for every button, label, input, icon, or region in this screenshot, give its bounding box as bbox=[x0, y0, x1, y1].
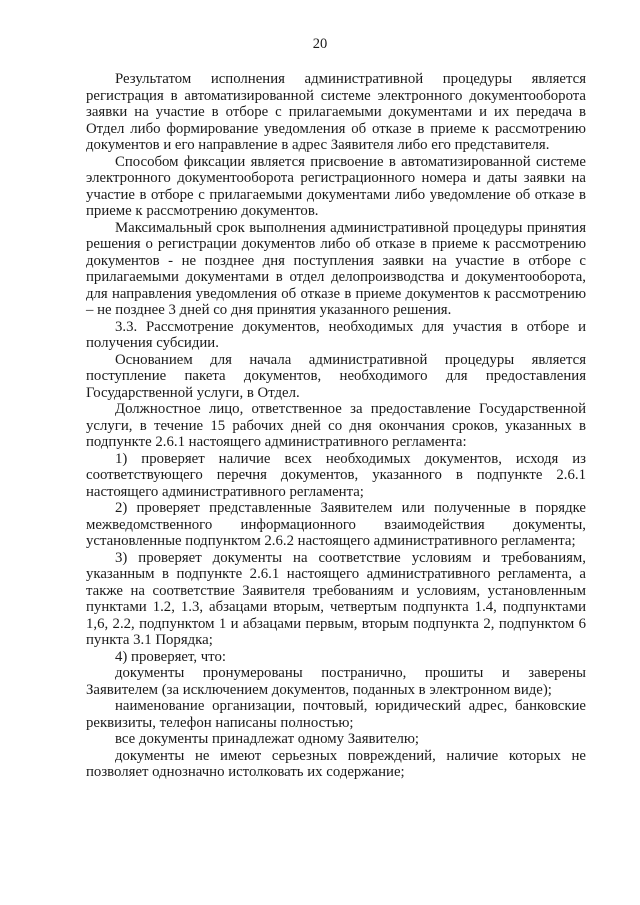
list-item: 2) проверяет представленные Заявителем или полученные в порядке межведомственного информационного взаимодействия документы, установленные подпунктом 2.6.2 настоящего административного регламента; bbox=[86, 500, 586, 549]
sub-list-item: документы не имеют серьезных повреждений, наличие которых не позволяет однозначно истолковать их содержание; bbox=[86, 747, 586, 780]
page-number: 20 bbox=[312, 36, 328, 52]
paragraph: Должностное лицо, ответственное за предоставление Государственной услуги, в течение 15 рабочих дней со дня окончания сроков, указанных в подпункте 2.6.1 настоящего административного регламента: bbox=[86, 401, 586, 450]
paragraph: Максимальный срок выполнения административной процедуры принятия решения о регистрации документов либо об отказе в приеме к рассмотрению документов - не позднее дня поступления заявки на участие в отборе с прилагаемыми документами в отдел делопроизводства и документооборота, для направления уведомления об отказе в приеме документов к рассмотрению – не позднее 3 дней со дня принятия указанного решения. bbox=[86, 219, 586, 318]
document-body bbox=[86, 71, 586, 781]
sub-list-item: документы пронумерованы постранично, прошиты и заверены Заявителем (за исключением документов, поданных в электронном виде); bbox=[86, 665, 586, 698]
list-item: 4) проверяет, что: bbox=[115, 648, 226, 665]
list-item: 1) проверяет наличие всех необходимых документов, исходя из соответствующего перечня документов, указанного в подпункте 2.6.1 настоящего административного регламента; bbox=[86, 450, 586, 500]
sub-list-item: наименование организации, почтовый, юридический адрес, банковские реквизиты, телефон написаны полностью; bbox=[86, 698, 586, 731]
paragraph: Основанием для начала административной процедуры является поступление пакета документов, необходимого для предоставления Государственной услуги, в Отдел. bbox=[86, 351, 586, 401]
paragraph: Способом фиксации является присвоение в автоматизированной системе электронного документооборота регистрационного номера и даты заявки на участие в отборе с прилагаемыми документами либо уведомление об отказе в приеме к рассмотрению документов. bbox=[86, 153, 586, 219]
section-heading-paragraph: 3.3. Рассмотрение документов, необходимых для участия в отборе и получения субсидии. bbox=[86, 318, 586, 351]
paragraph: Результатом исполнения административной процедуры является регистрация в автоматизированной системе электронного документооборота заявки на участие в отборе с прилагаемыми документами и их передача в Отдел либо формирование уведомления об отказе в приеме к рассмотрению документов и его направление в адрес Заявителя либо его представителя. bbox=[86, 71, 586, 153]
sub-list-item: все документы принадлежат одному Заявителю; bbox=[115, 731, 420, 747]
list-item: 3) проверяет документы на соответствие условиям и требованиям, указанным в подпункте 2.6.1 настоящего административного регламента, а также на соответствие Заявителя требованиям и условиям, установленным пунктами 1.2, 1.3, абзацами вторым, четвертым подпункта 1.4, подпунктами 1,6, 2.2, подпунктом 1 и абзацами первым, вторым подпункта 2, подпунктом 6 пункта 3.1 Порядка; bbox=[86, 549, 586, 648]
